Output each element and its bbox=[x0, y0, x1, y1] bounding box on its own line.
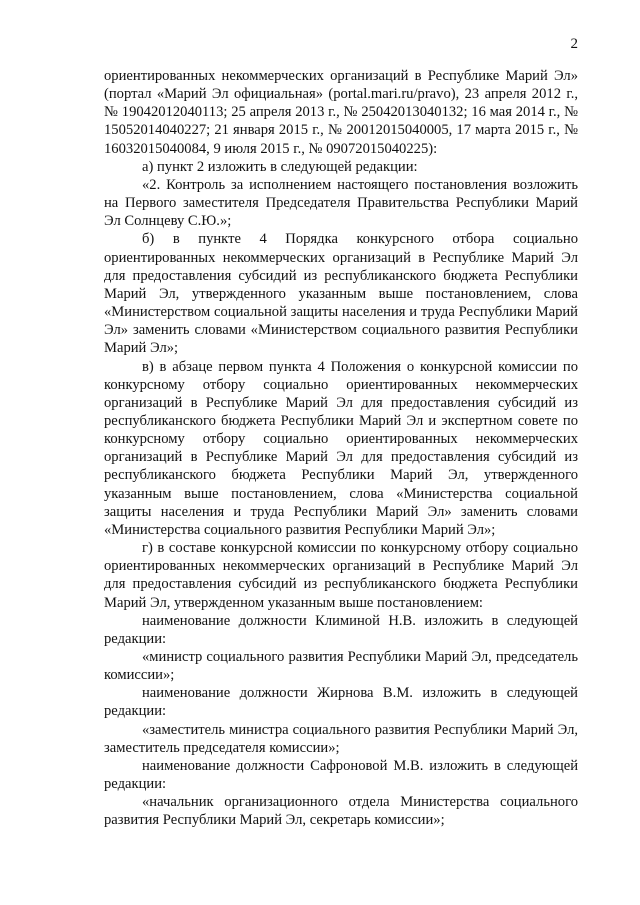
paragraph-item-g: г) в составе конкурсной комиссии по конкурсному отбору социально ориентированных некоммерческих организаций в Республике Марий Эл для предоставления субсидий из республиканского бюджета Республики Марий Эл, утвержденном указанным выше постановлением: bbox=[104, 540, 578, 611]
paragraph-quote-deputy: «заместитель министра социального развития Республики Марий Эл, заместитель председателя комиссии»; bbox=[104, 721, 578, 756]
paragraph-quote-minister: «министр социального развития Республики Марий Эл, председатель комиссии»; bbox=[104, 649, 578, 684]
paragraph-zhirnov: наименование должности Жирнова В.М. изложить в следующей редакции: bbox=[104, 685, 578, 720]
paragraph-quote-secretary: «начальник организационного отдела Министерства социального развития Республики Марий Эл, секретарь комиссии»; bbox=[104, 794, 578, 829]
paragraph-safronova: наименование должности Сафроновой М.В. изложить в следующей редакции: bbox=[104, 757, 578, 793]
paragraph-continuation: ориентированных некоммерческих организаций в Республике Марий Эл» (портал «Марий Эл официальная» (portal.mari.ru/pravo), 23 апреля 2012 г., № 19042012040113; 25 апреля 2013 г., № 25042013040132; 16 мая 2014 г., № 15052014040227; 21 января 2015 г., № 20012015040005, 17 марта 2015 г., № 16032015040084, 9 июля 2015 г., № 09072015040225): bbox=[104, 68, 578, 157]
paragraph-item-v: в) в абзаце первом пункта 4 Положения о конкурсной комиссии по конкурсному отбору социально ориентированных некоммерческих организаций в Республике Марий Эл для предоставления субсидий из республиканского бюджета Республики Марий Эл и экспертном совете по конкурсному отбору социально ориентированных некоммерческих организаций в Республике Марий Эл для предоставления субсидий из республиканского бюджета Республики Марий Эл, утвержденного указанным выше постановлением, слова «Министерства социальной защиты населения и труда Республики Марий Эл» заменить словами «Министерства социального развития Республики Марий Эл»; bbox=[104, 358, 578, 538]
paragraph-item-a: а) пункт 2 изложить в следующей редакции: bbox=[142, 158, 418, 175]
paragraph-quote-control: «2. Контроль за исполнением настоящего постановления возложить на Первого заместителя Председателя Правительства Республики Марий Эл Солнцеву С.Ю.»; bbox=[104, 176, 578, 230]
document-body bbox=[104, 67, 578, 830]
paragraph-klimina: наименование должности Климиной Н.В. изложить в следующей редакции: bbox=[104, 612, 578, 647]
paragraph-item-b: б) в пункте 4 Порядка конкурсного отбора социально ориентированных некоммерческих организаций в Республике Марий Эл для предоставления субсидий из республиканского бюджета Республики Марий Эл, утвержденного указанным выше постановлением, слова «Министерством социальной защиты населения и труда Республики Марий Эл» заменить словами «Министерством социального развития Республики Марий Эл»; bbox=[104, 231, 578, 357]
page-number: 2 bbox=[570, 36, 578, 52]
